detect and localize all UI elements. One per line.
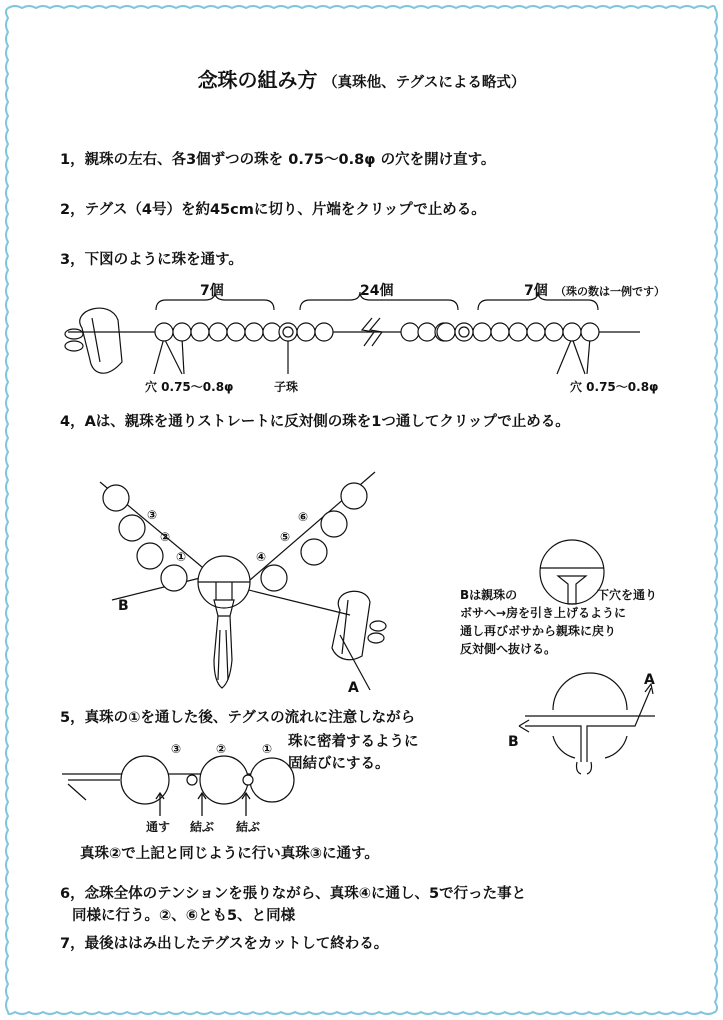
page-title [0, 64, 723, 93]
bead [227, 323, 245, 341]
bead-num-1: ① [176, 550, 187, 564]
bead [491, 323, 509, 341]
thread-label-a: A [348, 680, 359, 696]
child-bead-label: 子珠 [274, 380, 299, 394]
figure-step4-parent-bead [0, 460, 723, 700]
title-main: 念珠の組み方 [197, 68, 318, 92]
bead [155, 323, 173, 341]
step-4: 4，Aは、親珠を通りストレートに反対側の珠を1つ通してクリップで止める。 [60, 414, 570, 430]
bead [263, 323, 281, 341]
arrow-label-1: 通す [146, 820, 171, 834]
bead [103, 485, 129, 511]
bead [161, 565, 187, 591]
arrow-label-3: 結ぶ [236, 820, 261, 834]
step-5-after: 真珠②で上記と同じように行い真珠③に通す。 [80, 846, 379, 862]
figure-step5-thread-path [505, 670, 685, 780]
bead-num-2: ② [160, 530, 171, 544]
fig5-bead-num-2: ② [216, 742, 227, 756]
bead [563, 323, 581, 341]
bead [473, 323, 491, 341]
count-middle: 24個 [360, 283, 394, 299]
bead [545, 323, 563, 341]
title-subtitle: （真珠他、テグスによる略式） [323, 75, 526, 91]
fig5-bead-num-3: ③ [171, 742, 182, 756]
bead [209, 323, 227, 341]
count-right: 7個 [524, 283, 548, 299]
bead [437, 323, 455, 341]
clip-left-icon [80, 308, 122, 373]
note-line-1: Bは親珠の [460, 588, 518, 602]
fig5-label-b: B [508, 734, 519, 750]
bead [418, 323, 436, 341]
bead [301, 539, 327, 565]
step-7: 7，最後ははみ出したテグスをカットして終わる。 [60, 936, 389, 952]
bead [191, 323, 209, 341]
bead [341, 483, 367, 509]
step-5-line-1: 5，真珠の①を通した後、テグスの流れに注意しながら [60, 710, 416, 726]
step-6-line-2: 同様に行う。②、⑥とも5、と同様 [72, 908, 296, 924]
thread-label-b: B [118, 598, 129, 614]
count-left: 7個 [200, 283, 224, 299]
bead [315, 323, 333, 341]
bead-num-6: ⑥ [298, 510, 309, 524]
fig5-bead-num-1: ① [262, 742, 273, 756]
bead-num-3: ③ [147, 508, 158, 522]
bead-num-5: ⑤ [280, 530, 291, 544]
arrow-label-2: 結ぶ [190, 820, 215, 834]
bead [321, 511, 347, 537]
note-line-1b: 下穴を通り [597, 588, 658, 602]
bead [173, 323, 191, 341]
bead [245, 323, 263, 341]
bead [581, 323, 599, 341]
hole-label-left: 穴 0.75～0.8φ [145, 380, 234, 394]
bead [297, 323, 315, 341]
step-1: 1，親珠の左右、各3個ずつの珠を 0.75～0.8φ の穴を開け直す。 [60, 152, 496, 168]
step-5-line-3: 固結びにする。 [288, 756, 390, 772]
step-5-line-2: 珠に密着するように [288, 734, 419, 750]
bead [261, 565, 287, 591]
bead [509, 323, 527, 341]
count-note: （珠の数は一例です） [555, 285, 665, 298]
step-6-line-1: 6，念珠全体のテンションを張りながら、真珠④に通し、5で行った事と [60, 886, 527, 902]
note-line-4: 反対側へ抜ける。 [460, 642, 557, 656]
bead [401, 323, 419, 341]
bead-num-4: ④ [256, 550, 267, 564]
bead [137, 543, 163, 569]
step-3: 3，下図のように珠を通す。 [60, 252, 243, 268]
arrow-icons [150, 790, 260, 820]
bead [527, 323, 545, 341]
note-line-2: ボサへ→房を引き上げるように [460, 606, 627, 620]
hole-label-right: 穴 0.75～0.8φ [570, 380, 659, 394]
bead [119, 515, 145, 541]
fig5-label-a: A [644, 672, 655, 688]
step-2: 2，テグス（4号）を約45cmに切り、片端をクリップで止める。 [60, 202, 486, 218]
note-line-3: 通し再びボサから親珠に戻り [460, 624, 617, 638]
